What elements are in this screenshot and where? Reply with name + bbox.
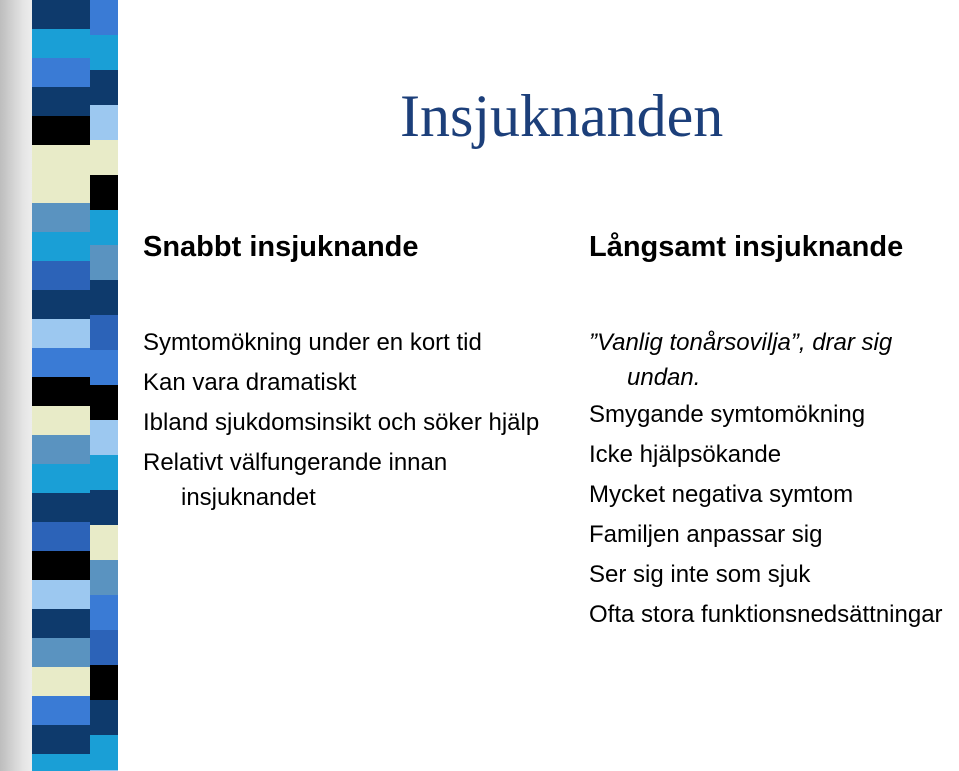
right-bullet-item: Familjen anpassar sig xyxy=(589,521,823,548)
right-bullet-item: Smygande symtomökning xyxy=(589,401,866,428)
stripe-segment xyxy=(90,385,118,420)
stripe-segment xyxy=(32,522,90,551)
stripe-segment xyxy=(90,525,118,560)
stripe-column-left xyxy=(32,0,90,771)
stripe-segment xyxy=(90,105,118,140)
stripe-segment xyxy=(90,735,118,770)
stripe-segment xyxy=(32,0,90,29)
stripe-segment xyxy=(32,406,90,435)
stripe-segment xyxy=(32,725,90,754)
left-bullet-item: Symtomökning under en kort tid xyxy=(143,329,482,356)
stripe-segment xyxy=(90,665,118,700)
stripe-segment xyxy=(32,58,90,87)
stripe-segment xyxy=(90,630,118,665)
stripe-segment xyxy=(90,140,118,175)
stripe-segment xyxy=(32,551,90,580)
right-bullet-item: Ser sig inte som sjuk xyxy=(589,561,811,588)
decorative-stripe-bar xyxy=(32,0,118,771)
stripe-segment xyxy=(32,290,90,319)
stripe-segment xyxy=(90,245,118,280)
stripe-segment xyxy=(32,609,90,638)
stripe-segment xyxy=(90,35,118,70)
stripe-segment xyxy=(90,315,118,350)
right-bullet-item: Mycket negativa symtom xyxy=(589,481,854,508)
stripe-segment xyxy=(90,210,118,245)
stripe-column-right xyxy=(90,0,118,771)
left-bullet-list xyxy=(143,325,563,520)
stripe-segment xyxy=(32,638,90,667)
stripe-segment xyxy=(32,145,90,174)
stripe-segment xyxy=(32,203,90,232)
stripe-segment xyxy=(90,700,118,735)
stripe-segment xyxy=(32,580,90,609)
right-column-heading: Långsamt insjuknande xyxy=(589,231,904,263)
stripe-segment xyxy=(90,560,118,595)
left-column-heading: Snabbt insjuknande xyxy=(143,231,419,263)
stripe-segment xyxy=(90,70,118,105)
right-bullet-item: ”Vanlig tonårsovilja”, drar sig undan. xyxy=(589,329,893,391)
stripe-segment xyxy=(32,667,90,696)
stripe-segment xyxy=(90,0,118,35)
left-bullet-item: Kan vara dramatiskt xyxy=(143,369,357,396)
stripe-segment xyxy=(90,280,118,315)
slide-title: Insjuknanden xyxy=(400,83,724,149)
stripe-segment xyxy=(90,420,118,455)
stripe-segment xyxy=(32,319,90,348)
stripe-segment xyxy=(90,455,118,490)
stripe-segment xyxy=(32,261,90,290)
stripe-segment xyxy=(32,435,90,464)
stripe-segment xyxy=(32,464,90,493)
stripe-segment xyxy=(32,754,90,771)
stripe-segment xyxy=(90,175,118,210)
stripe-segment xyxy=(32,29,90,58)
stripe-segment xyxy=(32,232,90,261)
stripe-segment xyxy=(32,116,90,145)
left-bullet-item: Relativt välfungerande innan insjuknandet xyxy=(143,449,448,511)
right-bullet-item: Ofta stora funktionsnedsättningar xyxy=(589,601,943,628)
stripe-segment xyxy=(32,493,90,522)
stripe-segment xyxy=(32,174,90,203)
right-bullet-item: Icke hjälpsökande xyxy=(589,441,782,468)
stripe-segment xyxy=(32,87,90,116)
stripe-segment xyxy=(32,348,90,377)
stripe-segment xyxy=(90,595,118,630)
stripe-segment xyxy=(90,490,118,525)
left-bullet-item: Ibland sjukdomsinsikt och söker hjälp xyxy=(143,409,540,436)
stripe-segment xyxy=(90,350,118,385)
stripe-segment xyxy=(32,696,90,725)
right-bullet-list xyxy=(589,325,959,637)
stripe-segment xyxy=(32,377,90,406)
